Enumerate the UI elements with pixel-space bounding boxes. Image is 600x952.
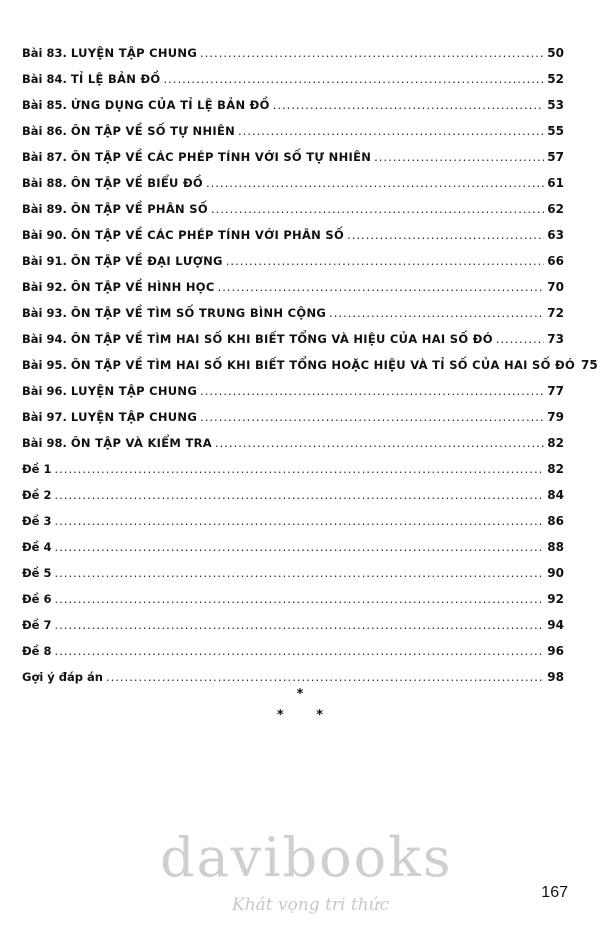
toc-entry — [22, 508, 564, 534]
toc-entry-lesson-title: ÔN TẬP VỀ TÌM HAI SỐ KHI BIẾT TỔNG HOẶC HIỆU VÀ TỈ SỐ CỦA HAI SỐ ĐÓ — [70, 358, 576, 372]
toc-entry-page: 98 — [547, 670, 564, 684]
toc-leader-dots — [54, 586, 544, 612]
toc-entry-title — [22, 586, 51, 612]
toc-entry-page: 86 — [547, 514, 564, 528]
toc-entry-label: Bài 98. — [22, 436, 67, 450]
toc-entry-lesson-title: ÔN TẬP VỀ BIỂU ĐỒ — [70, 176, 203, 190]
toc-entry-page: 70 — [547, 280, 564, 294]
toc-leader-dots — [273, 92, 545, 118]
toc-entry — [22, 586, 564, 612]
toc-leader-dots — [54, 508, 544, 534]
toc-entry-page: 66 — [547, 254, 564, 268]
toc-entry-label: Đề 2 — [22, 488, 52, 502]
toc-leader-dots — [496, 326, 545, 352]
toc-entry-title — [22, 196, 208, 222]
toc-entry-page: 63 — [547, 228, 564, 242]
toc-entry-page: 88 — [547, 540, 564, 554]
toc-leader-dots — [329, 300, 544, 326]
toc-leader-dots — [226, 248, 545, 274]
page-number: 167 — [541, 884, 568, 901]
toc-entry-lesson-title: ÔN TẬP VỀ TÌM SỐ TRUNG BÌNH CỘNG — [70, 306, 327, 320]
toc-entry — [22, 352, 598, 378]
toc-entry-lesson-title: LUYỆN TẬP CHUNG — [70, 46, 198, 60]
toc-entry-title — [22, 378, 197, 404]
toc-entry-label: Bài 95. — [22, 358, 67, 372]
separator-stars-bottom — [0, 708, 600, 723]
toc-entry-title — [22, 118, 235, 144]
toc-entry — [22, 326, 564, 352]
toc-entry-title — [22, 456, 51, 482]
toc-entry-title — [22, 144, 371, 170]
toc-entry-page: 75 — [581, 358, 598, 372]
toc-entry — [22, 300, 564, 326]
toc-entry-page: 55 — [547, 124, 564, 138]
toc-entry-lesson-title: ÔN TẬP VỀ CÁC PHÉP TÍNH VỚI SỐ TỰ NHIÊN — [70, 150, 372, 164]
toc-entry-lesson-title: ÔN TẬP VỀ SỐ TỰ NHIÊN — [70, 124, 236, 138]
toc-entry-label: Đề 6 — [22, 592, 52, 606]
toc-entry — [22, 170, 564, 196]
toc-entry-label: Bài 86. — [22, 124, 67, 138]
toc-leader-dots — [200, 40, 544, 66]
toc-entry-title — [22, 404, 197, 430]
toc-entry — [22, 612, 564, 638]
toc-entry — [22, 404, 564, 430]
separator-star-right: * — [316, 708, 324, 723]
watermark-brand: davibooks — [160, 826, 453, 889]
toc-entry-page: 90 — [547, 566, 564, 580]
toc-entry — [22, 144, 564, 170]
toc-entry-page: 53 — [547, 98, 564, 112]
toc-leader-dots — [54, 560, 544, 586]
toc-entry-label: Đề 5 — [22, 566, 52, 580]
toc-entry-lesson-title: ÔN TẬP VỀ ĐẠI LƯỢNG — [70, 254, 223, 268]
toc-entry-page: 84 — [547, 488, 564, 502]
toc-entry — [22, 196, 564, 222]
toc-leader-dots — [218, 274, 545, 300]
toc-entry — [22, 66, 564, 92]
toc-entry-label: Bài 89. — [22, 202, 67, 216]
toc-entry — [22, 222, 564, 248]
toc-entry-title — [22, 170, 203, 196]
toc-leader-dots — [54, 456, 544, 482]
toc-entry-label: Bài 85. — [22, 98, 67, 112]
toc-entry-title — [22, 534, 51, 560]
toc-entry-title — [22, 508, 51, 534]
toc-leader-dots — [238, 118, 544, 144]
toc-leader-dots — [206, 170, 544, 196]
separator-star-top: * — [296, 687, 304, 702]
toc-entry-title — [22, 638, 51, 664]
toc-entry-lesson-title: ÔN TẬP VỀ PHÂN SỐ — [70, 202, 208, 216]
toc-entry-label: Bài 94. — [22, 332, 67, 346]
toc-entry-title — [22, 300, 326, 326]
toc-entry — [22, 378, 564, 404]
toc-entry — [22, 456, 564, 482]
toc-entry-label: Gợi ý đáp án — [22, 670, 103, 684]
toc-entry-title — [22, 326, 493, 352]
toc-leader-dots — [54, 534, 544, 560]
toc-leader-dots — [211, 196, 544, 222]
toc-entry-label: Bài 88. — [22, 176, 67, 190]
toc-entry-title — [22, 430, 212, 456]
toc-entry-title — [22, 612, 51, 638]
toc-entry-label: Bài 92. — [22, 280, 67, 294]
toc-entry-page: 92 — [547, 592, 564, 606]
toc-entry-lesson-title: LUYỆN TẬP CHUNG — [70, 384, 198, 398]
toc-entry-title — [22, 66, 160, 92]
toc-entry-title — [22, 92, 270, 118]
toc-entry — [22, 534, 564, 560]
toc-entry-title — [22, 248, 223, 274]
toc-entry-page: 57 — [547, 150, 564, 164]
toc-entry-title — [22, 222, 344, 248]
toc-leader-dots — [54, 612, 544, 638]
toc-entry-page: 96 — [547, 644, 564, 658]
toc-entry — [22, 92, 564, 118]
toc-entry-page: 77 — [547, 384, 564, 398]
toc-entry-label: Bài 90. — [22, 228, 67, 242]
toc-entry-label: Bài 97. — [22, 410, 67, 424]
toc-entry-lesson-title: ỨNG DỤNG CỦA TỈ LỆ BẢN ĐỒ — [70, 98, 270, 112]
toc-entry-page: 72 — [547, 306, 564, 320]
toc-entry-label: Bài 93. — [22, 306, 67, 320]
toc-entry-label: Đề 1 — [22, 462, 52, 476]
toc-entry-page: 82 — [547, 436, 564, 450]
toc-entry-title — [22, 274, 215, 300]
toc-entry — [22, 40, 564, 66]
toc-leader-dots — [374, 144, 544, 170]
toc-entry-label: Đề 8 — [22, 644, 52, 658]
toc-entry-label: Đề 4 — [22, 540, 52, 554]
toc-entry-lesson-title: ÔN TẬP VỀ TÌM HAI SỐ KHI BIẾT TỔNG VÀ HIỆU CỦA HAI SỐ ĐÓ — [70, 332, 493, 346]
toc-entry-title — [22, 560, 51, 586]
toc-leader-dots — [347, 222, 544, 248]
toc-entry-label: Đề 3 — [22, 514, 52, 528]
toc-entry — [22, 560, 564, 586]
toc-leader-dots — [200, 378, 544, 404]
toc-entry — [22, 118, 564, 144]
toc-entry-lesson-title: ÔN TẬP VÀ KIỂM TRA — [70, 436, 212, 450]
toc-entry-page: 50 — [547, 46, 564, 60]
toc-entry-label: Bài 84. — [22, 72, 67, 86]
toc-entry-title — [22, 482, 51, 508]
toc-entry-lesson-title: ÔN TẬP VỀ CÁC PHÉP TÍNH VỚI PHÂN SỐ — [70, 228, 345, 242]
toc-entry-title — [22, 40, 197, 66]
toc-entry-page: 52 — [547, 72, 564, 86]
toc-entry-lesson-title: LUYỆN TẬP CHUNG — [70, 410, 198, 424]
toc-entry — [22, 638, 564, 664]
watermark-tagline: Khát vọng tri thức — [232, 895, 390, 915]
toc-entry-page: 61 — [547, 176, 564, 190]
toc-entry — [22, 274, 564, 300]
toc-entry — [22, 248, 564, 274]
separator-star-left: * — [276, 708, 284, 723]
toc-leader-dots — [215, 430, 544, 456]
toc-entry-page: 94 — [547, 618, 564, 632]
toc-entry-label: Bài 96. — [22, 384, 67, 398]
toc-entry-title — [22, 352, 575, 378]
toc-entry — [22, 430, 564, 456]
toc-leader-dots — [163, 66, 544, 92]
toc-entry-page: 73 — [547, 332, 564, 346]
toc-entry-page: 79 — [547, 410, 564, 424]
toc-entry-label: Bài 83. — [22, 46, 67, 60]
toc-entry-label: Bài 91. — [22, 254, 67, 268]
toc-entry-lesson-title: ÔN TẬP VỀ HÌNH HỌC — [70, 280, 215, 294]
toc-entry-label: Bài 87. — [22, 150, 67, 164]
table-of-contents — [22, 40, 598, 690]
toc-entry-page: 82 — [547, 462, 564, 476]
toc-entry-lesson-title: TỈ LỆ BẢN ĐỒ — [70, 72, 161, 86]
toc-leader-dots — [54, 638, 544, 664]
toc-entry — [22, 482, 564, 508]
toc-leader-dots — [200, 404, 544, 430]
toc-entry-page: 62 — [547, 202, 564, 216]
toc-leader-dots — [54, 482, 544, 508]
toc-entry-label: Đề 7 — [22, 618, 52, 632]
